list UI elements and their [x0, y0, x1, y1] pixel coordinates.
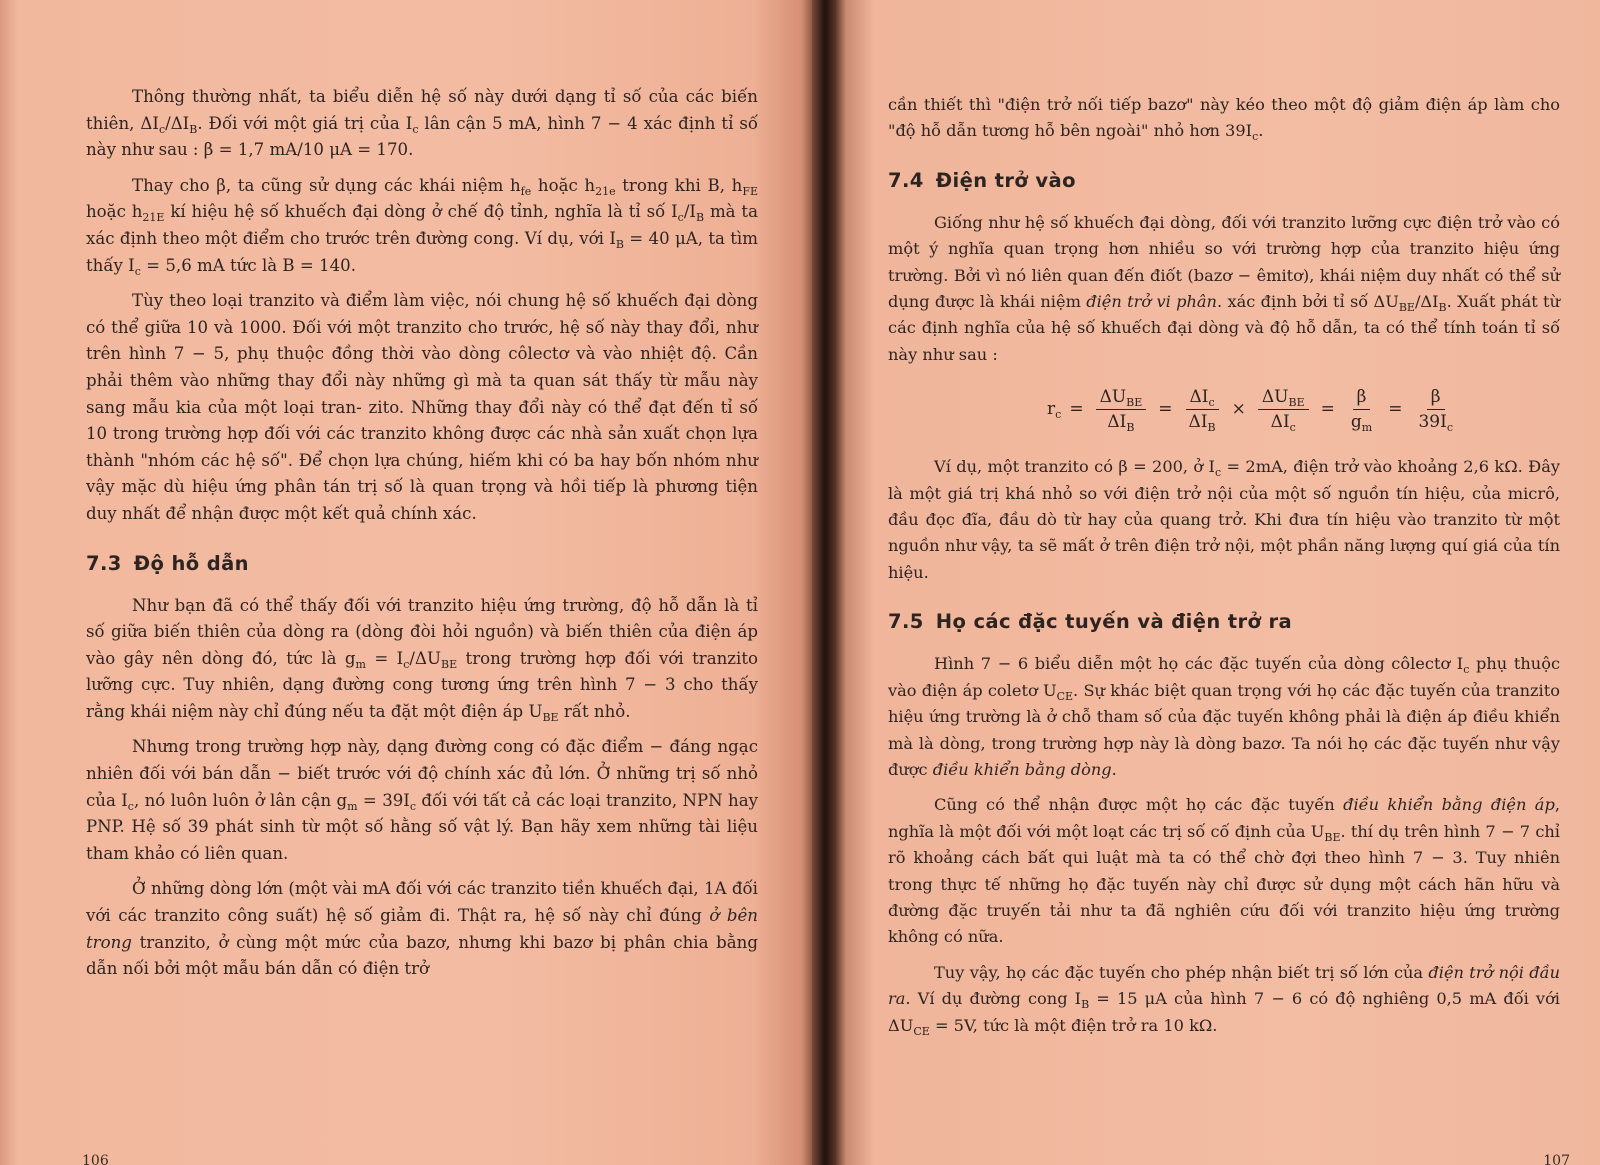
paragraph: Cũng có thể nhận được một họ các đặc tuyến điều khiển bằng điện áp, nghĩa là một đối với một loạt các trị số cố định của $U_{BE}$. thí dụ trên hình 7 − 7 chỉ rõ khoảng cách bất qui luật mà ta có thể chờ đợi theo hình 7 − 3. Tuy nhiên trong thực tế những họ đặc tuyến này chỉ được sử dụng một cách hãn hữu và đường đặc truyến tải như ta đã nghiên cứu đối với tranzito hiệu ứng trường không có nữa. [888, 795, 1560, 947]
paragraph: Giống như hệ số khuếch đại dòng, đối với tranzito lưỡng cực điện trở vào có một ý nghĩa quan trọng hơn nhiều so với trường hợp của tranzito hiệu ứng trường. Bởi vì nó liên quan đến điốt (bazơ − êmitơ), khái niệm duy nhất có thể sử dụng được là khái niệm điện trở vi phân. xác định bởi tỉ số $\Delta U_{BE}/\Delta I_B$. Xuất phát từ các định nghĩa của hệ số khuếch đại dòng và độ hỗ dẫn, ta có thể tính toán tỉ số này như sau : [888, 212, 1560, 364]
right-page [834, 0, 1600, 1165]
paragraph: Tùy theo loại tranzito và điểm làm việc, nói chung hệ số khuếch đại dòng có thể giữa 10 và 1000. Đối với một tranzito cho trước, hệ số này thay đổi, như trên hình 7 − 5, phụ thuộc đồng thời vào dòng côlectơ và vào nhiệt độ. Cần phải thêm vào những thay đổi này những gì mà ta quan sát thấy từ mẫu này sang mẫu kia của một loại tran- zito. Những thay đổi này có thể đạt đến tỉ số 10 trong trường hợp đối với các tranzito không được các nhà sản xuất chọn lựa thành "nhóm các hệ số". Để chọn lựa chúng, hiếm khi có ba hay bốn nhóm như vậy mặc dù hiệu ứng phân tán trị số là quan trọng và hồi tiếp là phương tiện duy nhất để nhận được một kết quả chính xác. [86, 291, 758, 523]
section-heading-7-5: 7.5 Họ các đặc tuyến và điện trở ra [888, 610, 1293, 634]
paragraph: Tuy vậy, họ các đặc tuyến cho phép nhận biết trị số lớn của điện trở nội đầu ra. Ví dụ đường cong $I_B = 15$ μA của hình 7 − 6 có độ nghiêng 0,5 mA đối với $\Delta U_{CE} = 5V$, tức là một điện trở ra 10 kΩ. [888, 962, 1560, 1038]
paragraph: Ví dụ, một tranzito có β = 200, ở $I_c = 2mA$, điện trở vào khoảng 2,6 kΩ. Đây là một giá trị khá nhỏ so với điện trở nội của một số nguồn tín hiệu, của micrô, đầu đọc đĩa, đầu dò từ hay của quang trở. Khi đưa tín hiệu vào tranzito từ một nguồn như vậy, ta sẽ mất ở trên điện trở nội, một phần năng lượng quí giá của tín hiệu. [888, 457, 1560, 582]
page-number: 106 [82, 1153, 109, 1165]
paragraph: Thay cho β, ta cũng sử dụng các khái niệm $h_{fe}$ hoặc $h_{21e}$ trong khi B, $h_{FE}$ hoặc $h_{21E}$ kí hiệu hệ số khuếch đại dòng ở chế độ tỉnh, nghĩa là tỉ số $I_c/I_B$ mà ta xác định theo một điểm cho trước trên đường cong. Ví dụ, với $I_B = 40$ μA, ta tìm thấy $I_c = 5,6$ mA tức là B = 140. [86, 175, 758, 278]
paragraph: Hình 7 − 6 biểu diễn một họ các đặc tuyến của dòng côlectơ $I_c$ phụ thuộc vào điện áp coletơ $U_{CE}$. Sự khác biệt quan trọng với họ các đặc tuyến của tranzito hiệu ứng trường là ở chỗ tham số của đặc tuyến không phải là điện áp điều khiển mà là dòng, trong trường hợp này là dòng bazơ. Ta nói họ các đặc tuyến như vậy được điều khiển bằng dòng. [888, 654, 1561, 779]
paragraph: Nhưng trong trường hợp này, dạng đường cong có đặc điểm − đáng ngạc nhiên đối với bán dẫn − biết trước với độ chính xác đủ lớn. Ở những trị số nhỏ của $I_c$, nó luôn luôn ở lân cận $g_m = 39I_c$ đối với tất cả các loại tranzito, NPN hay PNP. Hệ số 39 phát sinh từ một số hằng số vật lý. Bạn hãy xem những tài liệu tham khảo có liên quan. [86, 737, 759, 863]
section-heading-7-4: 7.4 Điện trở vào [888, 168, 1076, 192]
paragraph: Ở những dòng lớn (một vài mA đối với các tranzito tiền khuếch đại, 1A đối với các tranzito công suất) hệ số giảm đi. Thật ra, hệ số này chỉ đúng ở bên trong tranzito, ở cùng một mức của bazơ, nhưng khi bazơ bị phân chia bằng dẫn nối bởi một mẫu bán dẫn có điện trở [86, 879, 758, 979]
paragraph: Như bạn đã có thể thấy đối với tranzito hiệu ứng trường, độ hỗ dẫn là tỉ số giữa biến thiên của dòng ra (dòng đòi hỏi nguồn) và biến thiên của điện áp vào gây nên dòng đó, tức là $g_m = I_c/\Delta U_{BE}$ trong trường hợp đối với tranzito lưỡng cực. Tuy nhiên, dạng đường cong tương ứng trên hình 7 − 3 cho thấy rằng khái niệm này chỉ đúng nếu ta đặt một điện áp $U_{BE}$ rất nhỏ. [86, 595, 759, 724]
page-number: 107 [1543, 1153, 1570, 1165]
input-resistance-formula: $r_c$ = $\frac{\Delta U_{BE}}{\Delta I_B}$ = $\frac{\Delta I_c}{\Delta I_B}$ × $\frac{\Delta U_{BE}}{\Delta I_c}$ = $\frac{\beta}{g_m}$ = $\frac{\beta}{39I_c}$ [1047, 386, 1453, 434]
paragraph: Thông thường nhất, ta biểu diễn hệ số này dưới dạng tỉ số của các biến thiên, $\Delta I_c/\Delta I_B$. Đối với một giá trị của $I_c$ lân cận 5 mA, hình 7 − 4 xác định tỉ số này như sau : β = 1,7 mA/10 μA = 170. [86, 87, 758, 160]
section-heading-7-3: 7.3 Độ hỗ dẫn [86, 551, 249, 575]
paragraph: cần thiết thì "điện trở nối tiếp bazơ" này kéo theo một độ giảm điện áp làm cho "độ hỗ dẫn tương hỗ bên ngoài" nhỏ hơn $39I_c$. [888, 95, 1560, 144]
